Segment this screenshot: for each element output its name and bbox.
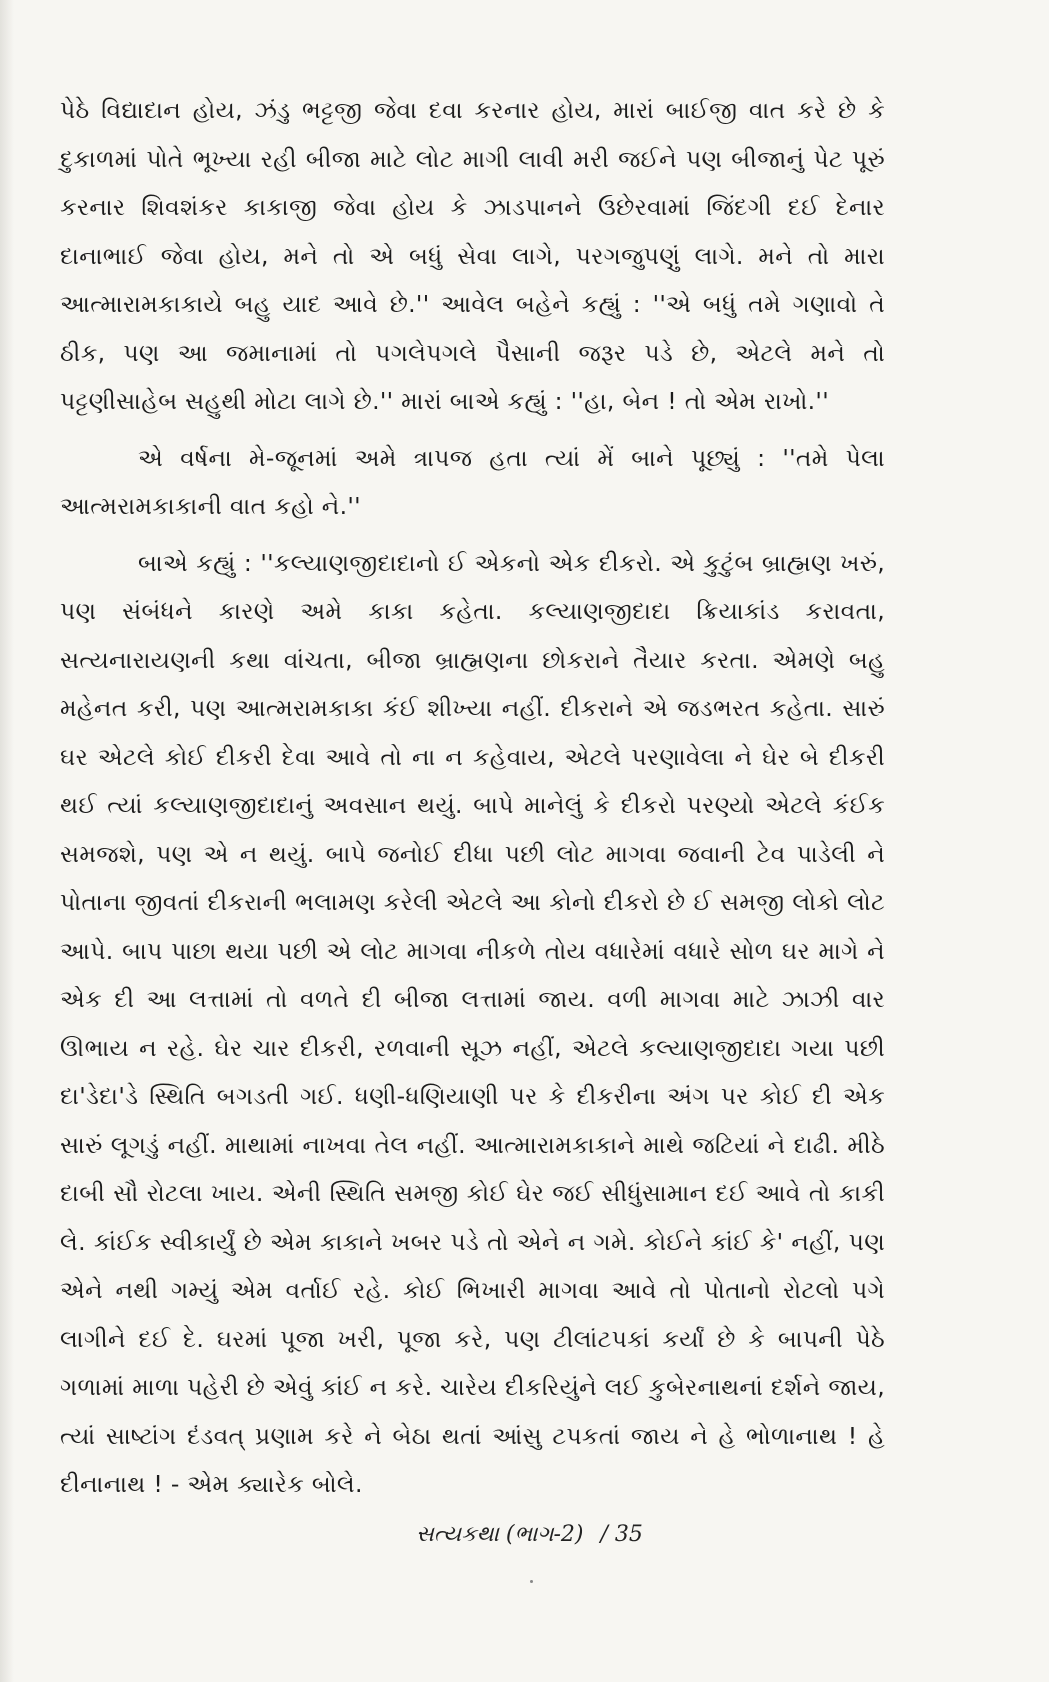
book-title: સત્યકથા (ભાગ-2) [416, 1522, 584, 1547]
speck-mark [530, 1580, 533, 1583]
paragraph-3: બાએ કહ્યું : ''કલ્યાણજીદાદાનો ઈ એકનો એક દીકરો. એ કુટુંબ બ્રાહ્મણ ખરું, પણ સંબંધને કારણે અમે કાકા કહેતા. કલ્યાણજીદાદા ક્રિયાકાંડ કરાવતા, સત્યનારાયણની કથા વાંચતા, બીજા બ્રાહ્મણના છોકરાને તૈયાર કરતા. એમણે બહુ મહેનત કરી, પણ આત્મરામકાકા કંઈ શીખ્યા નહીં. દીકરાને એ જડભરત કહેતા. સારું ઘર એટલે કોઈ દીકરી દેવા આવે તો ના ન કહેવાય, એટલે પરણાવેલા ને ઘેર બે દીકરી થઈ ત્યાં કલ્યાણજીદાદાનું અવસાન થયું. બાપે માનેલું કે દીકરો પરણ્યો એટલે કંઈક સમજશે, પણ એ ન થયું. બાપે જનોઈ દીધા પછી લોટ માગવા જવાની ટેવ પાડેલી ને પોતાના જીવતાં દીકરાની ભલામણ કરેલી એટલે આ કોનો દીકરો છે ઈ સમજી લોકો લોટ આપે. બાપ પાછા થયા પછી એ લોટ માગવા નીકળે તોય વધારેમાં વધારે સોળ ઘર માગે ને એક દી આ લત્તામાં તો વળતે દી બીજા લત્તામાં જાય. વળી માગવા માટે ઝાઝી વાર ઊભાય ન રહે. ઘેર ચાર દીકરી, રળવાની સૂઝ નહીં, એટલે કલ્યાણજીદાદા ગયા પછી દા'ડેદા'ડે સ્થિતિ બગડતી ગઈ. ધણી-ધણિયાણી પર કે દીકરીના અંગ પર કોઈ દી એક સારું લૂગડું નહીં. માથામાં નાખવા તેલ નહીં. આત્મારામકાકાને માથે જટિયાં ને દાઢી. મીઠે દાબી સૌ રોટલા ખાય. એની સ્થિતિ સમજી કોઈ ઘેર જઈ સીધુંસામાન દઈ આવે તો કાકી લે. કાંઈક સ્વીકાર્યું છે એમ કાકાને ખબર પડે તો એને ન ગમે. કોઈને કાંઈ કે' નહીં, પણ એને નથી ગમ્યું એમ વર્તાઈ રહે. કોઈ ભિખારી માગવા આવે તો પોતાનો રોટલો પગે લાગીને દઈ દે. ઘરમાં પૂજા ખરી, પૂજા કરે, પણ ટીલાંટપકાં કર્યાં છે કે બાપની પેઠે ગળામાં માળા પહેરી છે એવું કાંઈ ન કરે. ચારેય દીકરિયુંને લઈ કુબેરનાથનાં દર્શને જાય, ત્યાં સાષ્ટાંગ દંડવત્ પ્રણામ કરે ને બેઠા થતાં આંસુ ટપકતાં જાય ને હે ભોળાનાથ ! હે દીનાનાથ ! - એમ ક્યારેક બોલે. [60, 548, 885, 1498]
page-number: / 35 [600, 1522, 643, 1547]
body-text [60, 86, 885, 1509]
page-footer [0, 1522, 1049, 1547]
paragraph-2: એ વર્ષના મે-જૂનમાં અમે ત્રાપજ હતા ત્યાં મેં બાને પૂછ્યું : ''તમે પેલા આત્મરામકાકાની વાત કહો ને.'' [60, 443, 885, 520]
page-edge-shadow [0, 0, 14, 1682]
paragraph-1: પેઠે વિદ્યાદાન હોય, ઝંડુ ભટ્ટજી જેવા દવા કરનાર હોય, મારાં બાઈજી વાત કરે છે કે દુકાળમાં પોતે ભૂખ્યા રહી બીજા માટે લોટ માગી લાવી મરી જઈને પણ બીજાનું પેટ પૂરું કરનાર શિવશંકર કાકાજી જેવા હોય કે ઝાડપાનને ઉછેરવામાં જિંદગી દઈ દેનાર દાનાભાઈ જેવા હોય, મને તો એ બધું સેવા લાગે, પરગજુપણું લાગે. મને તો મારા આત્મારામકાકાયે બહુ યાદ આવે છે.'' આવેલ બહેને કહ્યું : ''એ બધું તમે ગણાવો તે ઠીક, પણ આ જમાનામાં તો પગલેપગલે પૈસાની જરૂર પડે છે, એટલે મને તો પટ્ટણીસાહેબ સહુથી મોટા લાગે છે.'' મારાં બાએ કહ્યું : ''હા, બેન ! તો એમ રાખો.'' [60, 96, 885, 415]
